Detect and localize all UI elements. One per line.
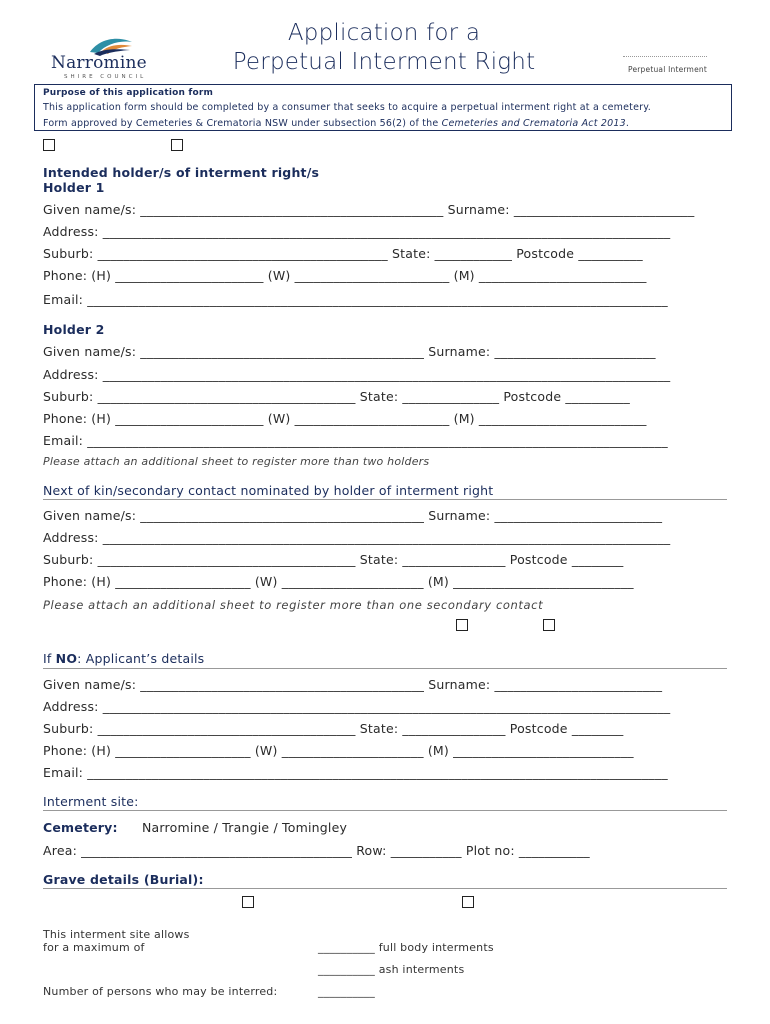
checkbox-option-1[interactable] [43, 139, 55, 151]
cemetery-options[interactable]: Narromine / Trangie / Tomingley [142, 820, 348, 835]
section-divider [43, 888, 727, 889]
kin-note: Please attach an additional sheet to register more than one secondary contact [43, 598, 544, 612]
full-body-interments-field[interactable]: __________ full body interments [318, 941, 494, 954]
grave-details-title: Grave details (Burial): [43, 872, 204, 887]
kin-address-field[interactable]: Address: ________________________________________________________________________________________ [43, 530, 671, 545]
checkbox-no[interactable] [543, 619, 555, 631]
holder-2-label: Holder 2 [43, 322, 105, 337]
holder-1-given-name-field[interactable]: Given name/s: _______________________________________________ Surname: ____________________________ [43, 202, 695, 217]
purpose-line-2: Form approved by Cemeteries & Crematoria NSW under subsection 56(2) of the Cemeteries and Crematoria Act 2013. [43, 118, 630, 129]
logo-wordmark: Narromine [51, 53, 147, 73]
holder-1-email-field[interactable]: Email: __________________________________________________________________________________________ [43, 292, 668, 307]
logo-subtitle: SHIRE COUNCIL [64, 74, 147, 80]
holder-1-phone-field[interactable]: Phone: (H) _______________________ (W) ________________________ (M) __________________________ [43, 268, 647, 283]
checkbox-grave-option-2[interactable] [462, 896, 474, 908]
applicant-suburb-field[interactable]: Suburb: ________________________________________ State: ________________ Postcode ________ [43, 721, 624, 736]
applicant-email-field[interactable]: Email: __________________________________________________________________________________________ [43, 765, 668, 780]
ash-interments-field[interactable]: __________ ash interments [318, 963, 465, 976]
allows-label-line-1: This interment site allows [43, 928, 190, 941]
kin-phone-field[interactable]: Phone: (H) _____________________ (W) ______________________ (M) ____________________________ [43, 574, 634, 589]
next-of-kin-section-title: Next of kin/secondary contact nominated by holder of interment right [43, 483, 494, 498]
persons-field[interactable]: __________ [318, 985, 375, 998]
purpose-heading: Purpose of this application form [43, 88, 214, 98]
purpose-line-1: This application form should be completed by a consumer that seeks to acquire a perpetual interment right at a cemetery. [43, 102, 651, 113]
page-title-line2: Perpetual Interment Right [232, 49, 536, 75]
checkbox-yes[interactable] [456, 619, 468, 631]
kin-suburb-field[interactable]: Suburb: ________________________________________ State: ________________ Postcode ________ [43, 552, 624, 567]
reference-line [623, 56, 707, 57]
checkbox-grave-option-1[interactable] [242, 896, 254, 908]
area-row-plot-field[interactable]: Area: __________________________________________ Row: ___________ Plot no: ___________ [43, 843, 590, 858]
holder-2-phone-field[interactable]: Phone: (H) _______________________ (W) ________________________ (M) __________________________ [43, 411, 647, 426]
holder-1-address-field[interactable]: Address: ________________________________________________________________________________________ [43, 224, 671, 239]
checkbox-option-2[interactable] [171, 139, 183, 151]
section-divider [43, 668, 727, 669]
section-divider [43, 810, 727, 811]
holders-note: Please attach an additional sheet to register more than two holders [43, 455, 430, 468]
page-title-line1: Application for a [287, 20, 481, 46]
cemetery-label: Cemetery: [43, 820, 118, 835]
allows-label-line-2: for a maximum of [43, 941, 145, 954]
applicant-phone-field[interactable]: Phone: (H) _____________________ (W) ______________________ (M) ____________________________ [43, 743, 634, 758]
section-divider [43, 499, 727, 500]
interment-site-title: Interment site: [43, 794, 139, 809]
holder-2-address-field[interactable]: Address: ________________________________________________________________________________________ [43, 367, 671, 382]
kin-given-name-field[interactable]: Given name/s: ____________________________________________ Surname: __________________________ [43, 508, 663, 523]
holders-section-title: Intended holder/s of interment right/s [43, 165, 320, 180]
holder-1-suburb-field[interactable]: Suburb: _____________________________________________ State: ____________ Postcode __________ [43, 246, 643, 261]
applicant-address-field[interactable]: Address: ________________________________________________________________________________________ [43, 699, 671, 714]
applicant-section-title: If NO: Applicant’s details [43, 651, 205, 666]
holder-2-email-field[interactable]: Email: __________________________________________________________________________________________ [43, 433, 668, 448]
council-logo [44, 36, 162, 82]
persons-label: Number of persons who may be interred: [43, 985, 278, 998]
applicant-given-name-field[interactable]: Given name/s: ____________________________________________ Surname: __________________________ [43, 677, 663, 692]
holder-2-given-name-field[interactable]: Given name/s: ____________________________________________ Surname: _________________________ [43, 344, 656, 359]
holder-2-suburb-field[interactable]: Suburb: ________________________________________ State: _______________ Postcode __________ [43, 389, 630, 404]
reference-label: Perpetual Interment [628, 65, 707, 74]
holder-1-label: Holder 1 [43, 180, 105, 195]
